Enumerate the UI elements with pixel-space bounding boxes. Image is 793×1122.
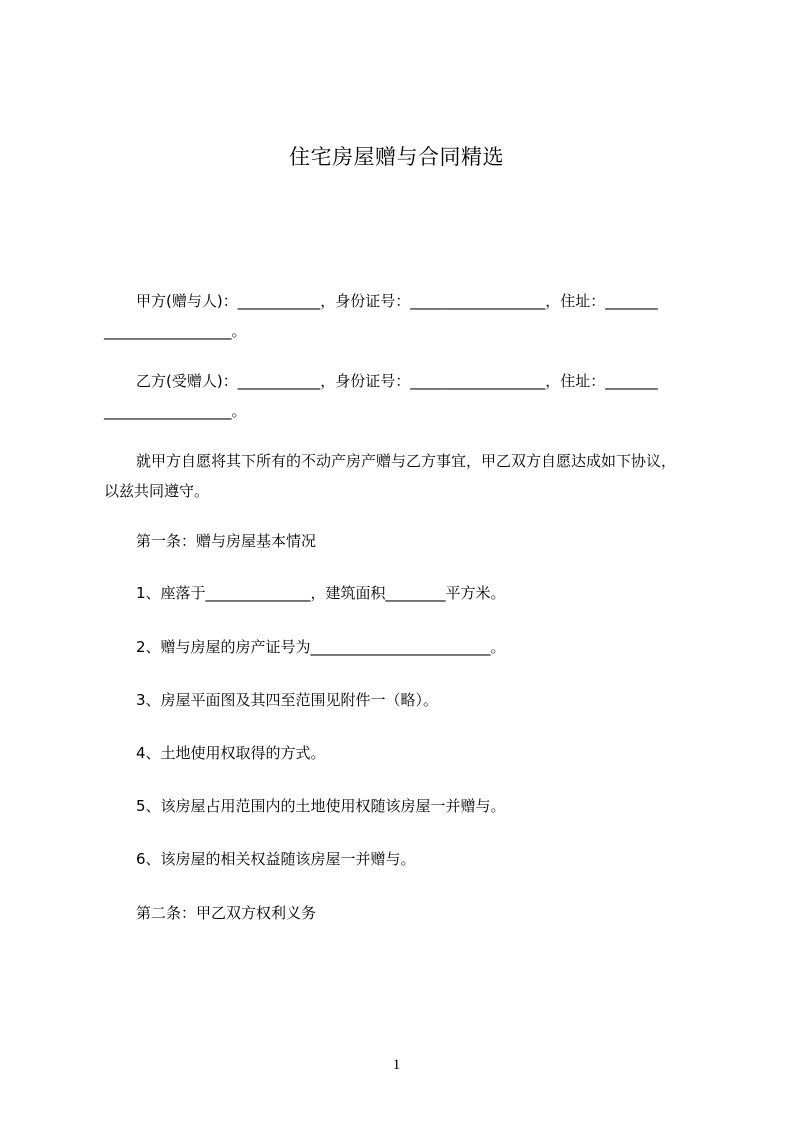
party-a-line-1: 甲方(赠与人)：___________，身份证号：__________________，住址：_______ — [136, 292, 658, 310]
clause-item: 4、土地使用权取得的方式。 — [136, 744, 326, 762]
article-2-heading: 第二条：甲乙双方权利义务 — [136, 904, 317, 922]
clause-item: 2、赠与房屋的房产证号为________________________。 — [136, 638, 506, 656]
page-number: 1 — [392, 1057, 401, 1073]
party-a-line-2: _________________。 — [104, 322, 247, 340]
party-a-paragraph — [104, 286, 704, 346]
party-b-line-2: _________________。 — [104, 402, 247, 420]
clause-item: 1、座落于______________，建筑面积________平方米。 — [136, 584, 506, 602]
document-title: 住宅房屋赠与合同精选 — [289, 145, 504, 169]
article-1-heading: 第一条：赠与房屋基本情况 — [136, 532, 317, 550]
clause-item: 6、该房屋的相关权益随该房屋一并赠与。 — [136, 850, 416, 868]
intro-line-2: 以兹共同遵守。 — [104, 482, 210, 500]
intro-paragraph — [104, 446, 704, 506]
clause-item: 5、该房屋占用范围内的土地使用权随该房屋一并赠与。 — [136, 797, 506, 815]
party-b-line-1: 乙方(受赠人)：___________，身份证号：__________________，住址：_______ — [136, 372, 658, 390]
clause-item: 3、房屋平面图及其四至范围见附件一（略）。 — [136, 691, 439, 709]
intro-line-1: 就甲方自愿将其下所有的不动产房产赠与乙方事宜，甲乙双方自愿达成如下协议， — [136, 452, 677, 470]
party-b-paragraph — [104, 366, 704, 426]
